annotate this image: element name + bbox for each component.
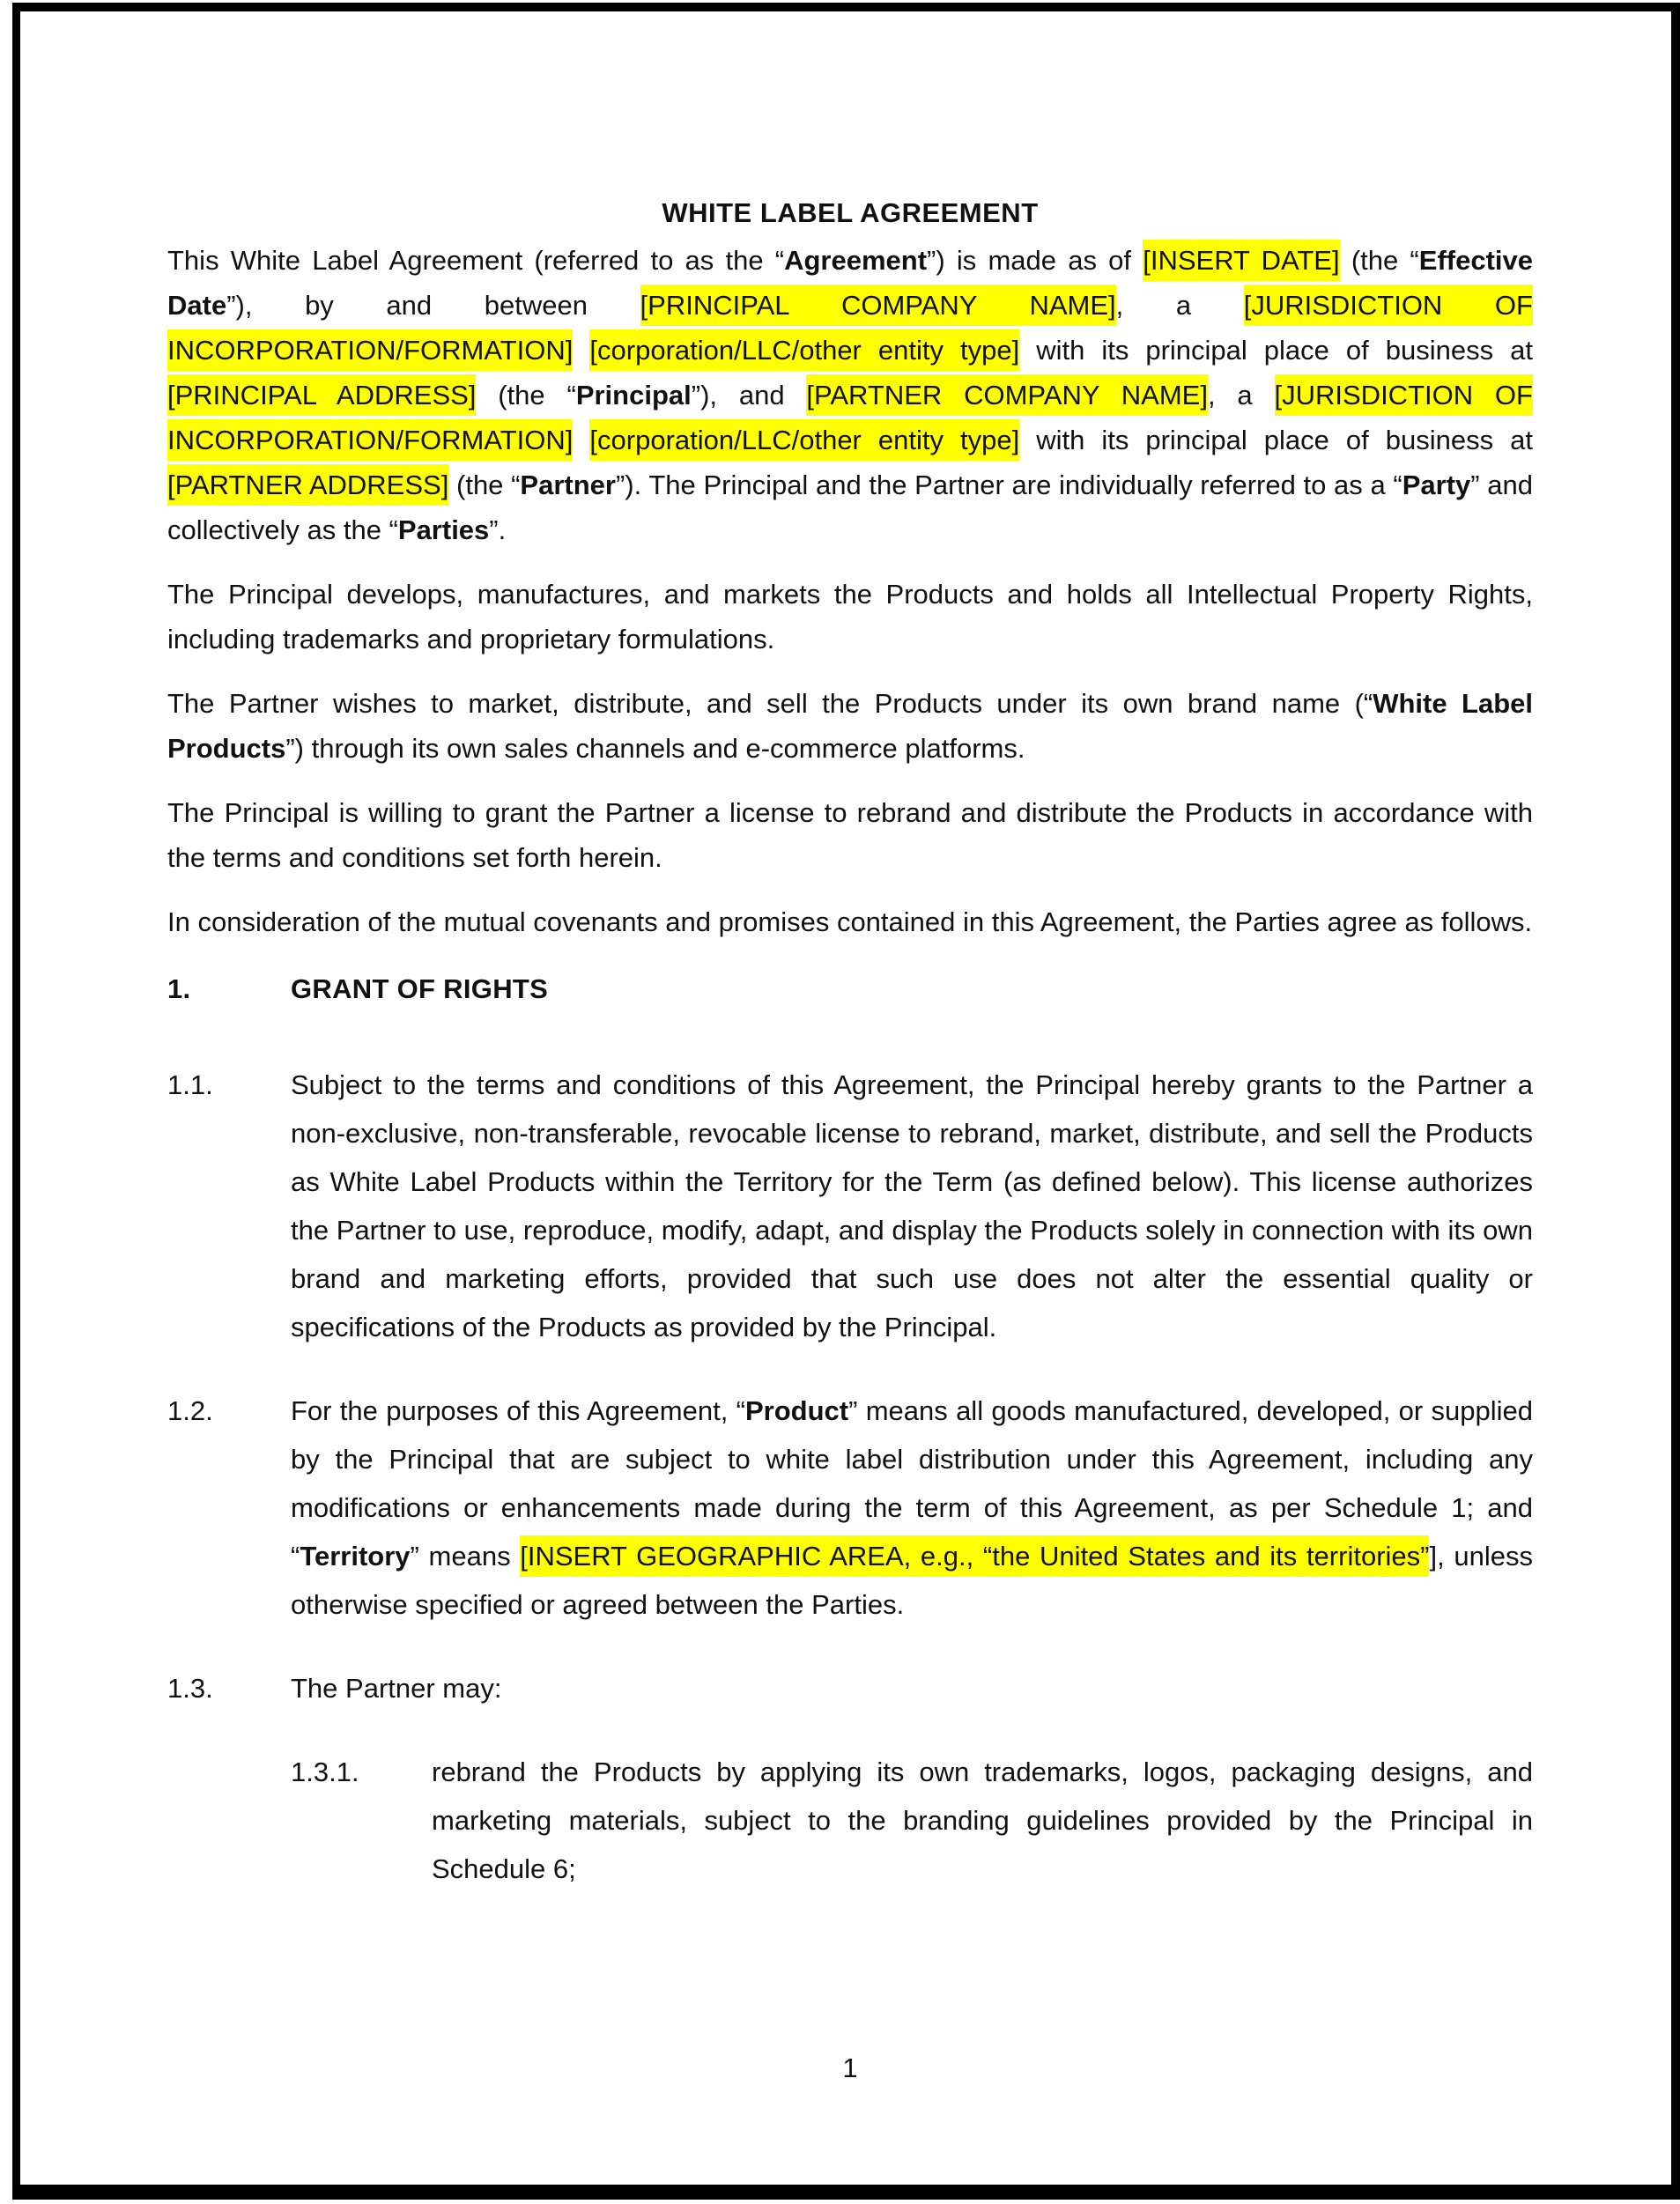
highlighted-placeholder: [INSERT DATE] <box>1143 240 1339 281</box>
clause-number: 1.3.1. <box>291 1757 359 1787</box>
highlighted-placeholder: [PARTNER COMPANY NAME] <box>806 374 1208 416</box>
clause-number: 1.1. <box>167 1069 213 1100</box>
clause-1-1 <box>167 1061 1533 1351</box>
clause-body: For the purposes of this Agreement, “Product” means all goods manufactured, developed, or supplied by the Principal that are subject to white label distribution under this Agreement, including any modifications or enhancements made during the term of this Agreement, as per Schedule 1; and “Territory” means [INSERT GEOGRAPHIC AREA, e.g., “the United States and its territories”], unless otherwise specified or agreed between the Parties. <box>291 1395 1533 1620</box>
clause-number: 1.3. <box>167 1673 213 1704</box>
intro-paragraph-parties: This White Label Agreement (referred to as the “Agreement”) is made as of [INSERT DATE] (the “Effective Date”), by and between [PRINCIPAL COMPANY NAME], a [JURISDICTION OF INCORPORATION/FORMATION] [corporation/LLC/other entity type] with its principal place of business at [PRINCIPAL ADDRESS] (the “Principal”), and [PARTNER COMPANY NAME], a [JURISDICTION OF INCORPORATION/FORMATION] [corporation/LLC/other entity type] with its principal place of business at [PARTNER ADDRESS] (the “Partner”). The Principal and the Partner are individually referred to as a “Party” and collectively as the “Parties”. <box>167 238 1533 552</box>
intro-paragraph-consideration: In consideration of the mutual covenants and promises contained in this Agreement, the Parties agree as follows. <box>167 906 1533 937</box>
clause-number: 1.2. <box>167 1395 213 1426</box>
clause-body: rebrand the Products by applying its own trademarks, logos, packaging designs, and marketing materials, subject to the branding guidelines provided by the Principal in Schedule 6; <box>432 1757 1533 1884</box>
section-number: 1. <box>167 973 191 1004</box>
clause-1-2 <box>167 1387 1533 1629</box>
clause-body: The Partner may: <box>291 1673 502 1704</box>
document-content <box>167 0 1533 2083</box>
document-title: WHITE LABEL AGREEMENT <box>662 197 1039 228</box>
highlighted-placeholder: [corporation/LLC/other entity type] <box>589 329 1019 371</box>
clause-1-3-1 <box>291 1748 1533 1893</box>
highlighted-placeholder: [PRINCIPAL COMPANY NAME] <box>640 285 1116 326</box>
intro-paragraph-principal-recital: The Principal develops, manufactures, and markets the Products and holds all Intellectual Property Rights, including trademarks and proprietary formulations. <box>167 579 1533 655</box>
highlighted-placeholder: [PRINCIPAL ADDRESS] <box>167 374 476 416</box>
highlighted-placeholder: [JURISDICTION OF INCORPORATION/FORMATION] <box>167 374 1533 461</box>
section-heading-grant-of-rights <box>167 971 1533 1008</box>
intro-paragraph-partner-recital: The Partner wishes to market, distribute, and sell the Products under its own brand name (“White Label Products”) through its own sales channels and e-commerce platforms. <box>167 688 1533 764</box>
intro-paragraph-license-recital: The Principal is willing to grant the Partner a license to rebrand and distribute the Products in accordance with the terms and conditions set forth herein. <box>167 797 1533 873</box>
clause-body: Subject to the terms and conditions of this Agreement, the Principal hereby grants to the Partner a non-exclusive, non-transferable, revocable license to rebrand, market, distribute, and sell the Products as White Label Products within the Territory for the Term (as defined below). This license authorizes the Partner to use, reproduce, modify, adapt, and display the Products solely in connection with its own brand and marketing efforts, provided that such use does not alter the essential quality or specifications of the Products as provided by the Principal. <box>291 1069 1533 1342</box>
page-number: 1 <box>842 2052 858 2083</box>
section-heading-label: GRANT OF RIGHTS <box>291 973 549 1004</box>
highlighted-placeholder: [PARTNER ADDRESS] <box>167 464 448 506</box>
highlighted-placeholder: [JURISDICTION OF INCORPORATION/FORMATION] <box>167 285 1533 371</box>
highlighted-placeholder: [INSERT GEOGRAPHIC AREA, e.g., “the United States and its territories” <box>520 1535 1429 1577</box>
highlighted-placeholder: [corporation/LLC/other entity type] <box>589 419 1019 461</box>
clause-1-3 <box>167 1664 1533 1712</box>
